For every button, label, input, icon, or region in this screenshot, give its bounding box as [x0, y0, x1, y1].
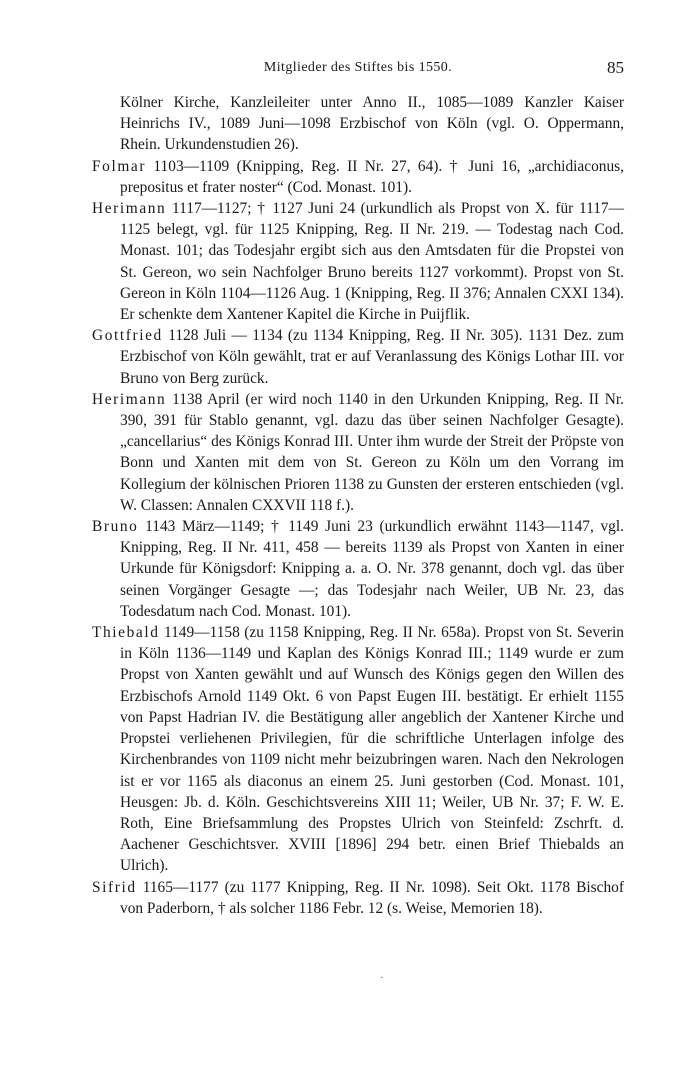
- entry-text: 1128 Juli — 1134 (zu 1134 Knipping, Reg. II Nr. 305). 1131 Dez. zum Erzbischof von Köln gewählt, trat er auf Veranlassung des Königs Lothar III. vor Bruno von Berg zurück.: [120, 327, 624, 387]
- entry-text: 1117—1127; † 1127 Juni 24 (urkundlich als Propst von X. für 1117—1125 belegt, vgl. für 1125 Knipping, Reg. II Nr. 219. — Todestag nach Cod. Monast. 101; das Todesjahr ergibt sich aus den Amtsdaten für die Propstei von St. Gereon, wo sein Nachfolger Bruno bereits 1127 vorkommt). Propst von St. Gereon in Köln 1104—1126 Aug. 1 (Knipping, Reg. II 376; Annalen CXXI 134). Er schenkte dem Xantener Kapitel die Kirche in Puijflik.: [120, 200, 624, 324]
- entry-text: 1103—1109 (Knipping, Reg. II Nr. 27, 64). † Juni 16, „archidiaconus, prepositus et frater noster“ (Cod. Monast. 101).: [120, 157, 624, 196]
- page-number: 85: [607, 58, 624, 77]
- running-header: [92, 56, 624, 80]
- ink-speck: ·: [380, 972, 384, 984]
- entry-text: 1143 März—1149; † 1149 Juni 23 (urkundlich erwähnt 1143—1147, vgl. Knipping, Reg. II Nr. 411, 458 — bereits 1139 als Propst von Xanten in einer Urkunde für Königsdorf: Knipping a. a. O. Nr. 378 genannt, doch vgl. das über seinen Vorgänger Gesagte —; das Todesjahr nach Weiler, UB Nr. 23, das Todesdatum nach Cod. Monast. 101).: [120, 518, 624, 620]
- entry-bruno: [92, 516, 624, 622]
- entry-sifrid: [92, 877, 624, 919]
- continuation-paragraph: Kölner Kirche, Kanzleileiter unter Anno II., 1085—1089 Kanzler Kaiser Heinrichs IV., 1089 Juni—1098 Erzbischof von Köln (vgl. O. Oppermann, Rhein. Urkundenstudien 26).: [120, 94, 624, 154]
- entry-gottfried: [92, 325, 624, 389]
- entry-name: Herimann: [92, 390, 167, 408]
- entry-name: Herimann: [92, 200, 167, 218]
- entry-text: 1138 April (er wird noch 1140 in den Urkunden Knipping, Reg. II Nr. 390, 391 für Stablo genannt, vgl. dazu das über seinen Nachfolger Gesagte). „cancellarius“ des Königs Konrad III. Unter ihm wurde der Streit der Pröpste von Bonn und Xanten mit dem von St. Gereon zu Köln um den Vorrang im Kollegium der kölnischen Prioren 1138 zu Gunsten der ersteren entschieden (vgl. W. Classen: Annalen CXXVII 118 f.).: [120, 390, 624, 514]
- entry-herimann-1: [92, 198, 624, 325]
- entry-folmar: [92, 156, 624, 198]
- entry-name: Bruno: [92, 518, 139, 536]
- entry-herimann-2: [92, 389, 624, 516]
- entry-text: 1149—1158 (zu 1158 Knipping, Reg. II Nr. 658a). Propst von St. Severin in Köln 1136—1149 und Kaplan des Königs Konrad III.; 1149 wurde er zum Propst von Xanten gewählt und auf Wunsch des Königs gegen den Willen des Erzbischofs Arnold 1149 Okt. 6 von Papst Eugen III. bestätigt. Er erhielt 1155 von Papst Hadrian IV. die Bestätigung aller angeblich der Xantener Kirche und Propstei verliehenen Privilegien, für die schriftliche Unterlagen infolge des Kirchenbrandes von 1109 nicht mehr beizubringen waren. Nach den Nekrologen ist er vor 1165 als diaconus an einem 25. Juni gestorben (Cod. Monast. 101, Heusgen: Jb. d. Köln. Geschichtsvereins XIII 11; Weiler, UB Nr. 37; F. W. E. Roth, Eine Briefsammlung des Propstes Ulrich von Steinfeld: Zschrft. d. Aachener Geschichtsver. XVIII [1896] 294 betr. einen Brief Thiebalds an Ulrich).: [120, 624, 624, 875]
- entry-name: Thiebald: [92, 624, 160, 642]
- entry-name: Gottfried: [92, 327, 163, 345]
- entry-text: 1165—1177 (zu 1177 Knipping, Reg. II Nr. 1098). Seit Okt. 1178 Bischof von Paderborn, † als solcher 1186 Febr. 12 (s. Weise, Memorien 18).: [120, 878, 624, 917]
- entry-name: Folmar: [92, 157, 147, 175]
- running-title: Mitglieder des Stiftes bis 1550.: [263, 60, 453, 75]
- body-text: [92, 92, 624, 919]
- entry-name: Sifrid: [92, 878, 137, 896]
- entry-thiebald: [92, 622, 624, 876]
